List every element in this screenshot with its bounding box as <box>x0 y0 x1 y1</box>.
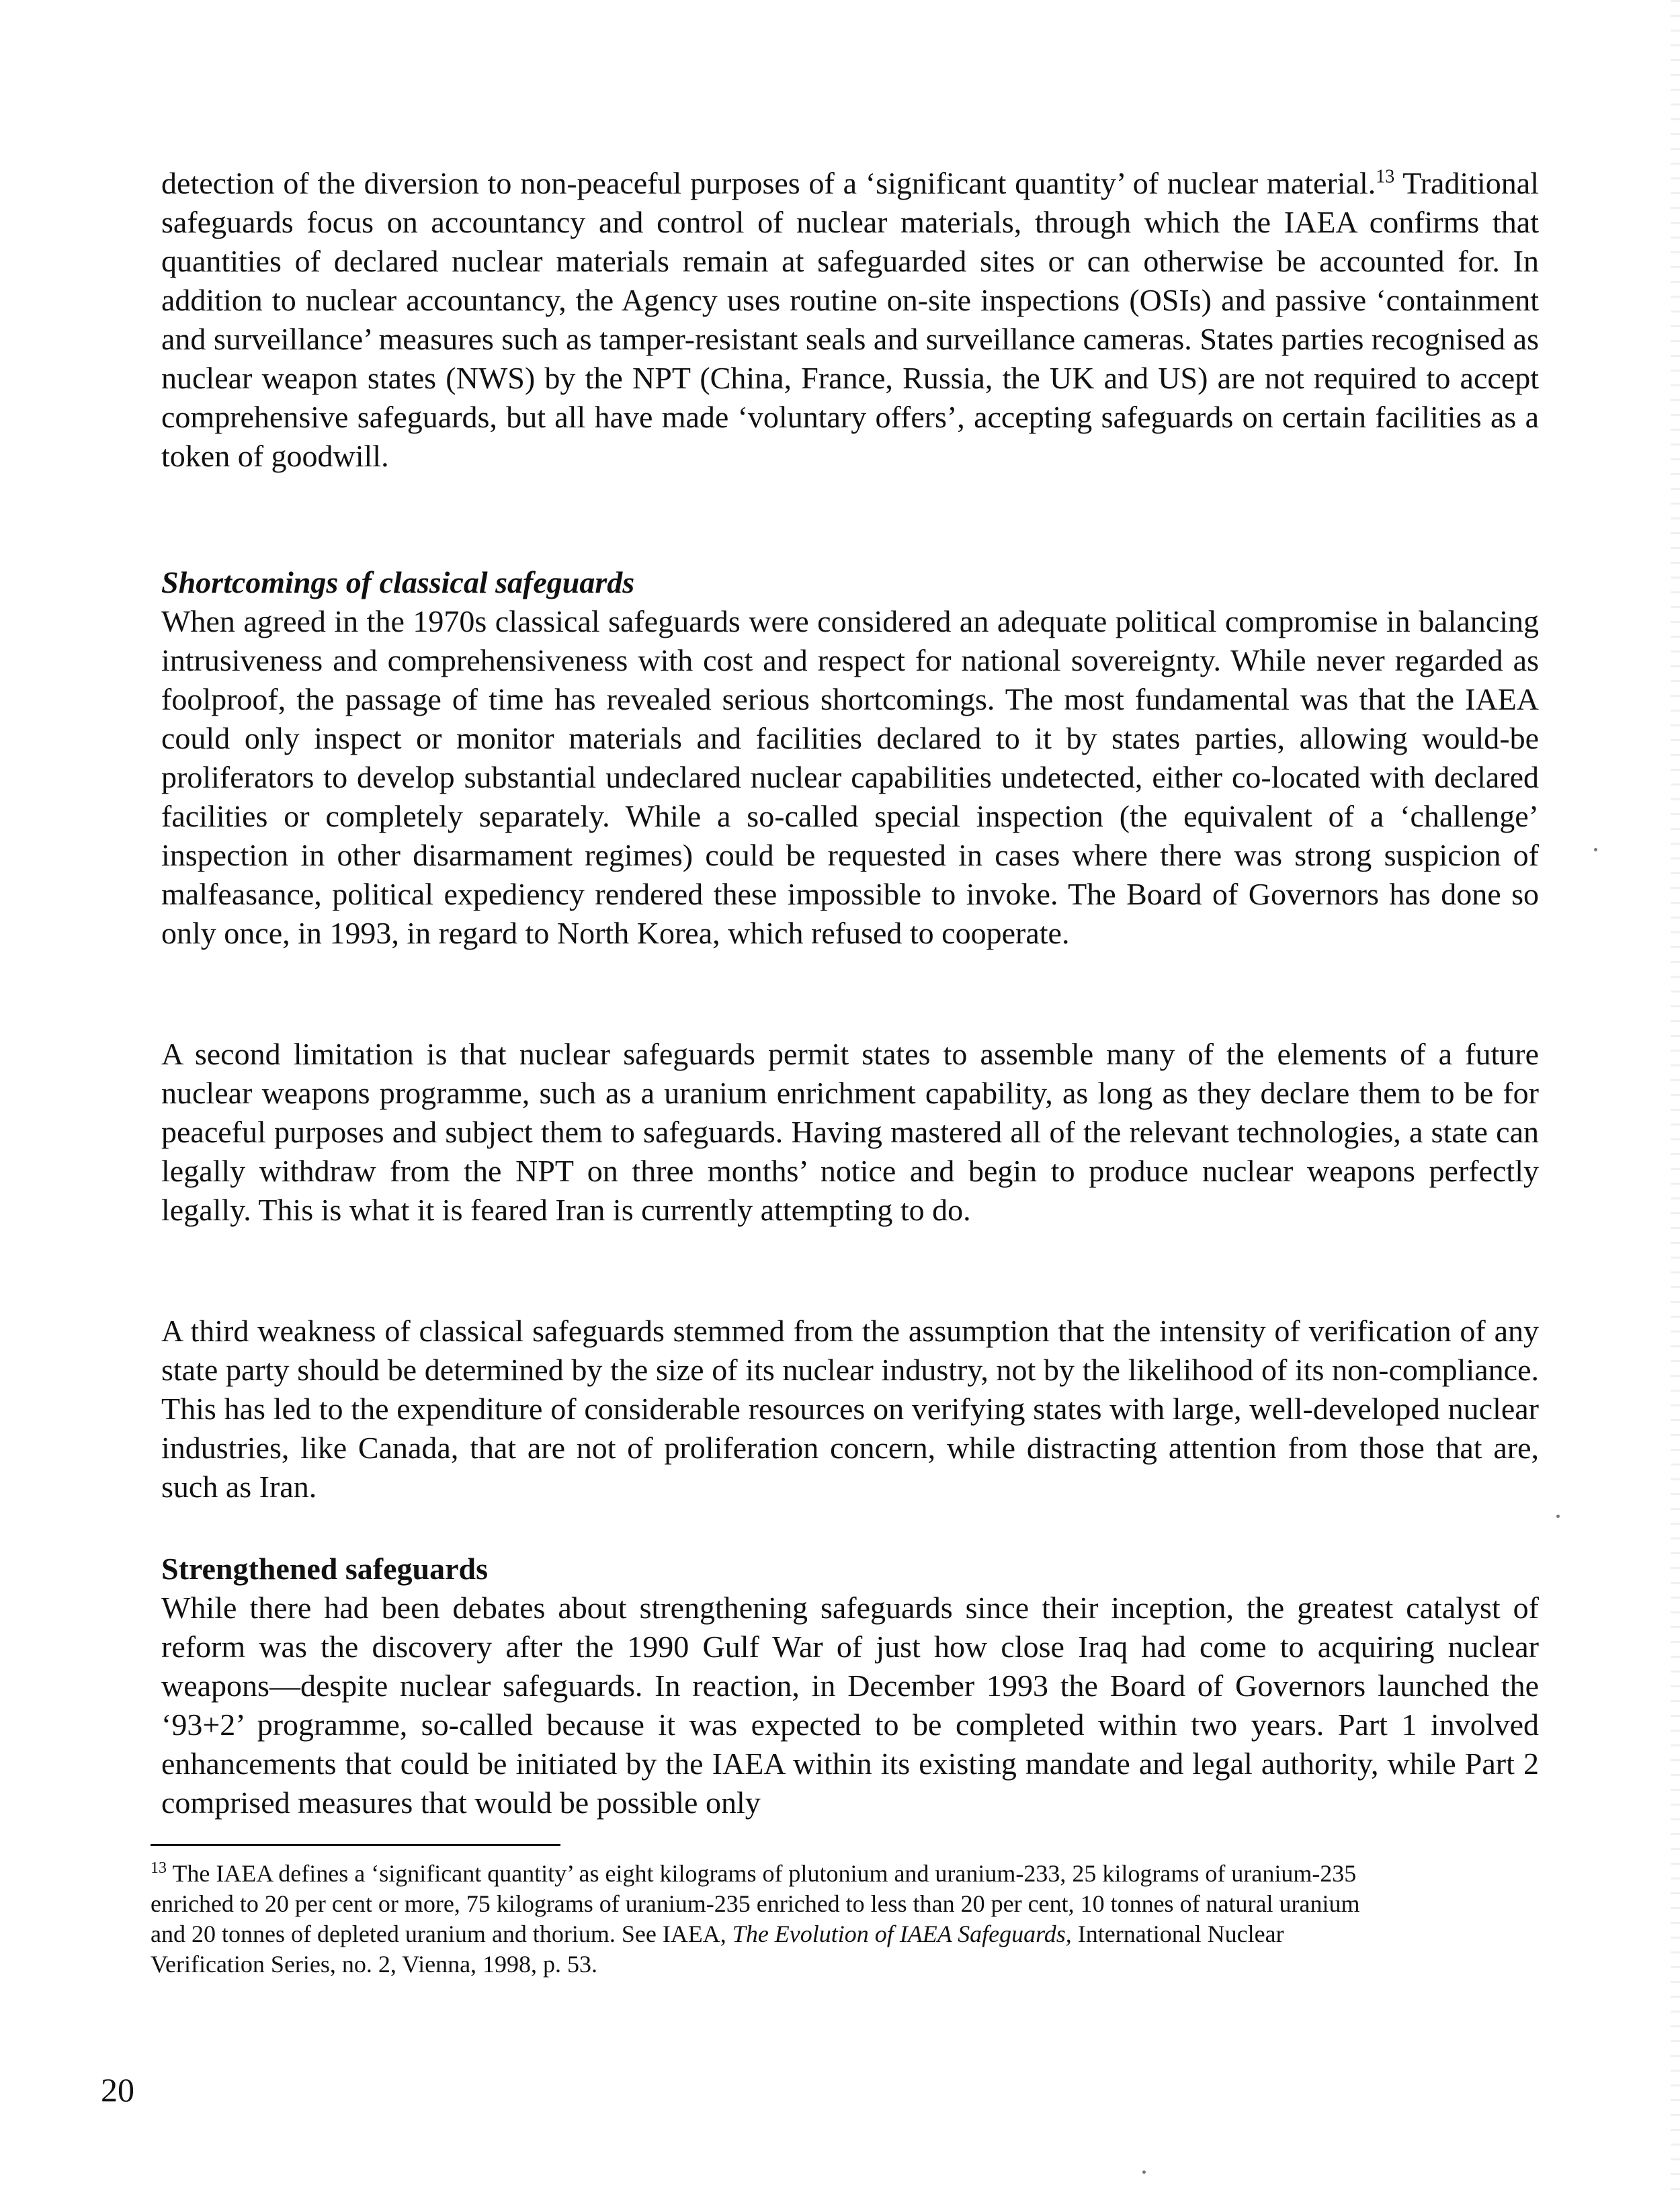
footnote-reference-13[interactable]: 13 <box>1376 166 1395 187</box>
scan-edge-artifact <box>1671 0 1680 2198</box>
footnote-cited-title: The Evolution of IAEA Safeguards, <box>732 1920 1072 1947</box>
body-paragraph-3 <box>161 1035 1539 1230</box>
page-number: 20 <box>101 2071 134 2109</box>
body-paragraph-4 <box>161 1312 1539 1507</box>
footnote-separator <box>151 1844 560 1846</box>
paragraph-1-text: detection of the diversion to non-peaceful purposes of a ‘significant quantity’ of nuclear material. <box>161 166 1376 200</box>
footnote-text-b: International Nuclear Verification Series, no. 2, Vienna, 1998, p. 53. <box>151 1920 1284 1978</box>
section-shortcomings <box>161 563 1539 953</box>
footnote-marker: 13 <box>151 1859 167 1877</box>
section-heading-strengthened: Strengthened safeguards <box>161 1552 489 1586</box>
body-paragraph-1 <box>161 164 1539 476</box>
body-paragraph-5: While there had been debates about strengthening safeguards since their inception, the greatest catalyst of reform was the discovery after the 1990 Gulf War of just how close Iraq had come to acquiring nuclear weapons—despite nuclear safeguards. In reaction, in December 1993 the Board of Governors launched the ‘93+2’ programme, so-called because it was expected to be completed within two years. Part 1 involved enhancements that could be initiated by the IAEA within its existing mandate and legal authority, while Part 2 comprised measures that would be possible only <box>161 1591 1539 1820</box>
scan-speck <box>1594 848 1597 851</box>
section-strengthened <box>161 1550 1539 1822</box>
footnote-text-a: The IAEA defines a ‘significant quantity’ as eight kilograms of plutonium and uranium-233, 25 kilograms of uranium-235 enriched to 20 per cent or more, 75 kilograms of uranium-235 enriched to less than 20 per cent, 10 tonnes of natural uranium and 20 tonnes of depleted uranium and thorium. See IAEA, <box>151 1860 1360 1947</box>
scan-speck <box>1142 2170 1146 2174</box>
paragraph-1-continuation: Traditional safeguards focus on accountancy and control of nuclear materials, through which the IAEA confirms that quantities of declared nuclear materials remain at safeguarded sites or can otherwise be accounted for. In addition to nuclear accountancy, the Agency uses routine on-site inspections (OSIs) and passive ‘containment and surveillance’ measures such as tamper-resistant seals and surveillance cameras. States parties recognised as nuclear weapon states (NWS) by the NPT (China, France, Russia, the UK and US) are not required to accept comprehensive safeguards, but all have made ‘voluntary offers’, accepting safeguards on certain facilities as a token of goodwill. <box>161 166 1539 473</box>
body-paragraph-2: When agreed in the 1970s classical safeguards were considered an adequate political compromise in balancing intrusiveness and comprehensiveness with cost and respect for national sovereignty. While never regarded as foolproof, the passage of time has revealed serious shortcomings. The most fundamental was that the IAEA could only inspect or monitor materials and facilities declared to it by states parties, allowing would-be proliferators to develop substantial undeclared nuclear capabilities undetected, either co-located with declared facilities or completely separately. While a so-called special inspection (the equivalent of a ‘challenge’ inspection in other disarmament regimes) could be requested in cases where there was strong suspicion of malfeasance, political expediency rendered these impossible to invoke. The Board of Governors has done so only once, in 1993, in regard to North Korea, which refused to cooperate. <box>161 604 1539 950</box>
paragraph-3-text: A second limitation is that nuclear safeguards permit states to assemble many of the elements of a future nuclear weapons programme, such as a uranium enrichment capability, as long as they declare them to be for peaceful purposes and subject them to safeguards. Having mastered all of the relevant technologies, a state can legally withdraw from the NPT on three months’ notice and begin to produce nuclear weapons perfectly legally. This is what it is feared Iran is currently attempting to do. <box>161 1037 1539 1227</box>
paragraph-4-text: A third weakness of classical safeguards stemmed from the assumption that the intensity of verification of any state party should be determined by the size of its nuclear industry, not by the likelihood of its non-compliance. This has led to the expenditure of considerable resources on verifying states with large, well-developed nuclear industries, like Canada, that are not of proliferation concern, while distracting attention from those that are, such as Iran. <box>161 1314 1539 1504</box>
section-heading-shortcomings: Shortcomings of classical safeguards <box>161 565 635 599</box>
scan-speck <box>1556 1515 1560 1518</box>
footnote-13 <box>151 1859 1400 1980</box>
